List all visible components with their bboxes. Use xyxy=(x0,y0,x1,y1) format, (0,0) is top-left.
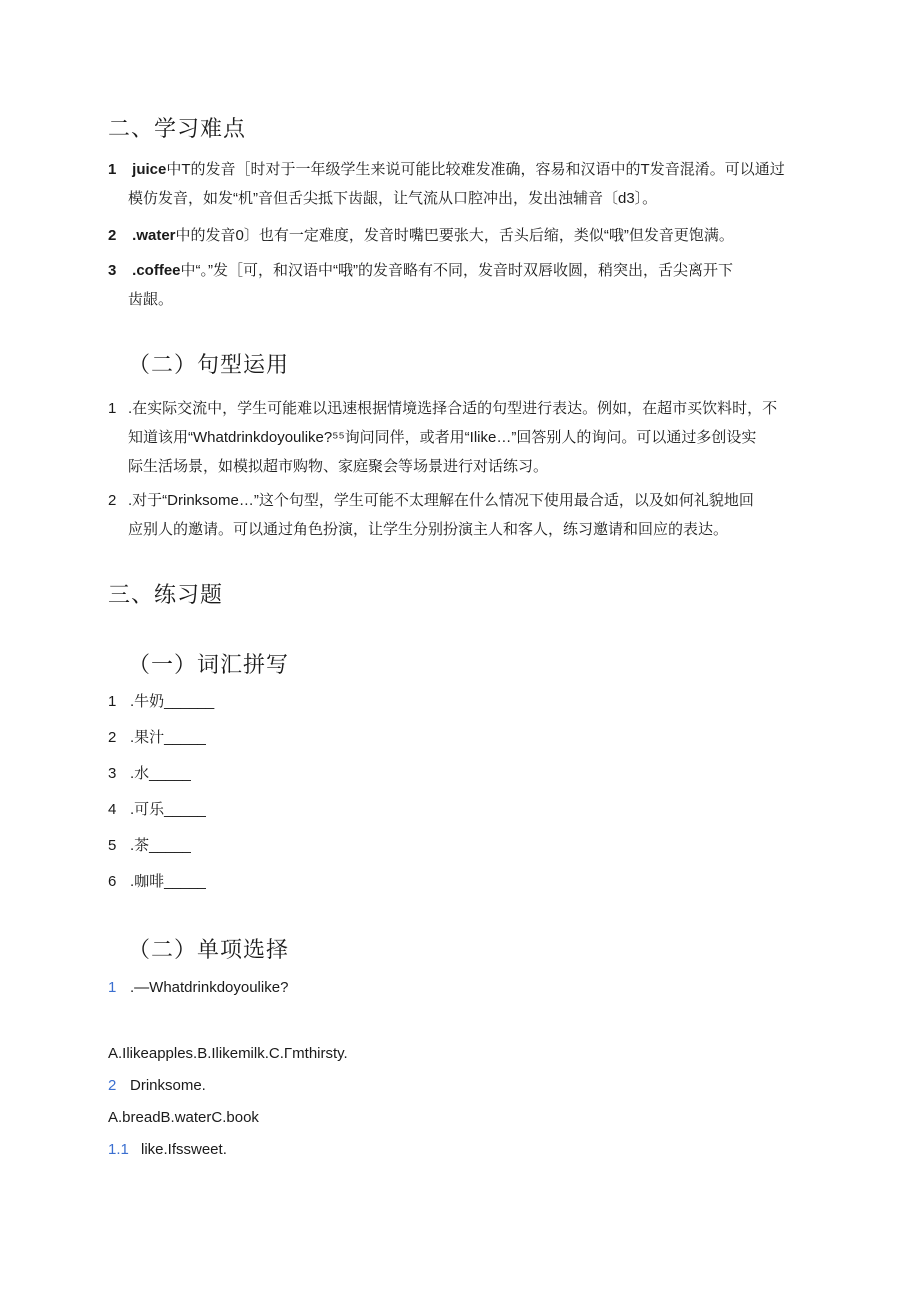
item-number: 1 xyxy=(108,400,117,417)
choice-question-3 xyxy=(108,1139,227,1161)
item-text: .牛奶______ xyxy=(130,693,215,710)
vocab-item-4 xyxy=(108,799,206,821)
vocab-item-5 xyxy=(108,835,191,857)
item-text: .果汁_____ xyxy=(130,729,206,746)
sentence-item-1-line3: 际生活场景，如模拟超市购物、家庭聚会等场景进行对话练习。 xyxy=(128,458,549,475)
item-number: 1.1 xyxy=(108,1141,129,1158)
difficulty-item-1-cont: 模仿发音，如发“机”音但舌尖抵下齿龈，让气流从口腔冲出，发出浊辅音〔d3〕。 xyxy=(128,190,658,207)
item-text: 中的发音0〕也有一定难度，发音时嘴巴要张大，舌头后缩，类似“哦”但发音更饱满。 xyxy=(175,227,734,244)
sentence-item-2 xyxy=(108,486,808,515)
item-number: 2 xyxy=(108,227,117,244)
vocab-item-1 xyxy=(108,691,214,713)
vocab-item-3 xyxy=(108,763,191,785)
item-text: 中T的发音［时对于一年级学生来说可能比较难发准确，容易和汉语中的T发音混淆。可以通过 xyxy=(166,161,785,178)
item-text: .咖啡_____ xyxy=(130,873,206,890)
keyword: .coffee xyxy=(132,262,181,279)
item-text: .茶_____ xyxy=(130,837,191,854)
item-number: 1 xyxy=(108,161,117,178)
sentence-item-2-line2: 应别人的邀请。可以通过角色扮演，让学生分别扮演主人和客人，练习邀请和回应的表达。 xyxy=(128,521,729,538)
subsection-title-vocab: （一）词汇拼写 xyxy=(128,652,290,677)
keyword: juice xyxy=(132,161,167,178)
choice-options-1: A.Ilikeapples.B.Ilikemilk.C.Γmthirsty. xyxy=(108,1045,348,1062)
question-text: .—Whatdrinkdoyoulike? xyxy=(130,979,289,996)
choice-options-2: A.breadB.waterC.book xyxy=(108,1109,259,1126)
item-number: 3 xyxy=(108,765,117,782)
difficulty-item-1 xyxy=(108,155,808,184)
vocab-item-6 xyxy=(108,871,206,893)
subsection-title-choice: （二）单项选择 xyxy=(128,937,290,962)
section-title-difficulties: 二、学习难点 xyxy=(108,116,247,141)
sentence-item-1 xyxy=(108,394,808,423)
difficulty-item-3 xyxy=(108,256,808,285)
question-text: Drinksome. xyxy=(130,1077,206,1094)
item-text: .对于“Drinksome…”这个句型，学生可能不太理解在什么情况下使用最合适，以及如何礼貌地回 xyxy=(128,492,754,509)
difficulty-item-3-cont: 齿龈。 xyxy=(128,291,174,308)
item-number: 1 xyxy=(108,979,117,996)
item-number: 2 xyxy=(108,492,117,509)
item-number: 4 xyxy=(108,801,117,818)
choice-question-1 xyxy=(108,977,288,999)
section-title-exercises: 三、练习题 xyxy=(108,582,224,607)
item-text: .可乐_____ xyxy=(130,801,206,818)
question-text: like.Ifssweet. xyxy=(141,1141,227,1158)
vocab-item-2 xyxy=(108,727,206,749)
item-text: 中“。”发［可，和汉语中“哦”的发音略有不同，发音时双唇收圆，稍突出，舌尖离开下 xyxy=(180,262,734,279)
item-text: .水_____ xyxy=(130,765,191,782)
item-number: 6 xyxy=(108,873,117,890)
item-number: 2 xyxy=(108,1077,117,1094)
item-number: 1 xyxy=(108,693,117,710)
item-number: 5 xyxy=(108,837,117,854)
item-number: 2 xyxy=(108,729,117,746)
sentence-item-1-line2: 知道该用“Whatdrinkdoyoulike?⁵⁵询问同伴，或者用“Ilike…”回答别人的询问。可以通过多创设实 xyxy=(128,429,757,446)
keyword: .water xyxy=(132,227,176,244)
item-number: 3 xyxy=(108,262,117,279)
choice-question-2 xyxy=(108,1075,206,1097)
item-text: .在实际交流中，学生可能难以迅速根据情境选择合适的句型进行表达。例如，在超市买饮料时，不 xyxy=(128,400,778,417)
difficulty-item-2 xyxy=(108,221,808,250)
subsection-title-sentences: （二）句型运用 xyxy=(128,352,290,377)
